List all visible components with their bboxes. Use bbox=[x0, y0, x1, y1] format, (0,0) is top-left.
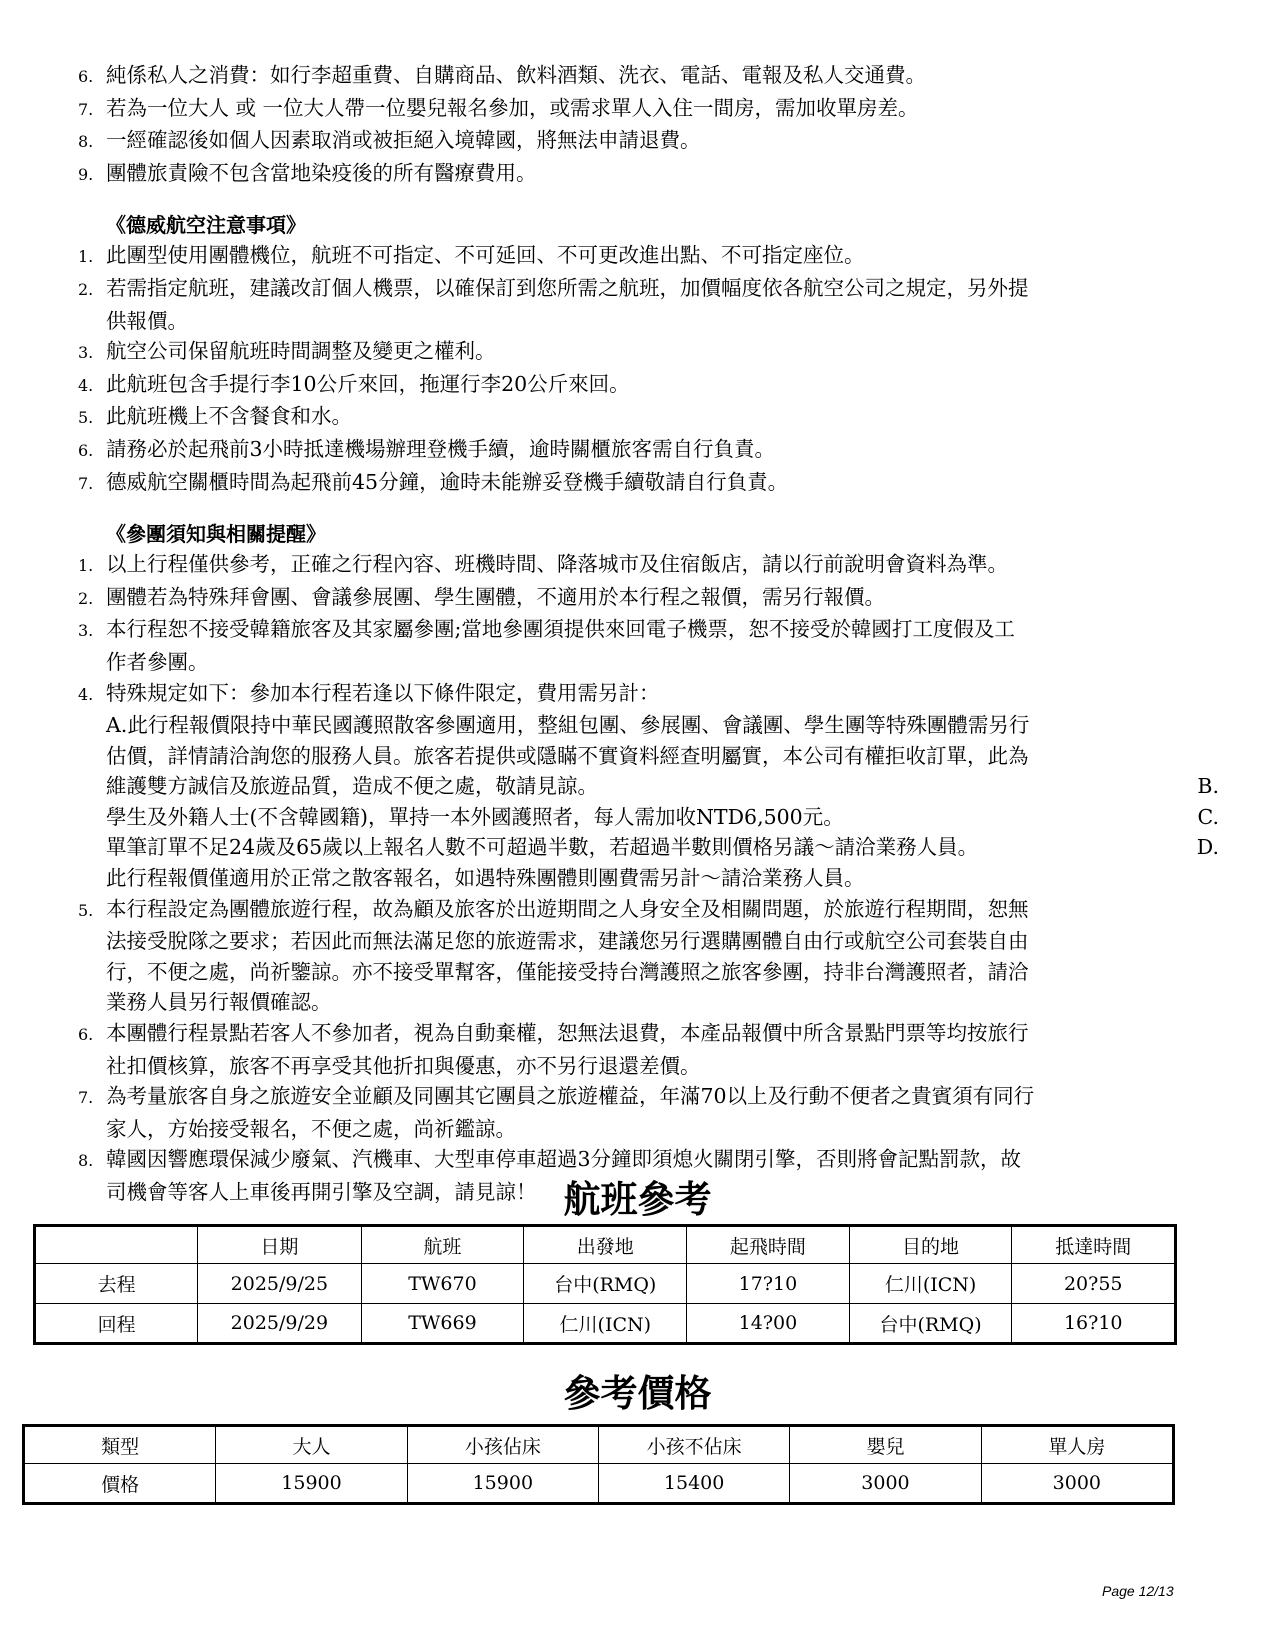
list-item-number: 9. bbox=[78, 164, 94, 184]
price-table-title: 參考價格 bbox=[563, 1372, 712, 1415]
special-rule-label: D. bbox=[1196, 835, 1219, 860]
list-item-number: 1. bbox=[78, 556, 94, 576]
list-item-text: 此航班包含手提行李10公斤來回，拖運行李20公斤來回。 bbox=[106, 371, 630, 396]
table-header-cell: 小孩不佔床 bbox=[598, 1426, 789, 1464]
tour-section-title: 《參團須知與相關提醒》 bbox=[106, 522, 326, 547]
table-row bbox=[35, 1304, 1176, 1344]
table-row bbox=[35, 1264, 1176, 1304]
table-cell: TW669 bbox=[361, 1304, 524, 1344]
table-header-cell: 起飛時間 bbox=[687, 1226, 849, 1264]
special-rule-label: B. bbox=[1197, 774, 1219, 799]
table-header-cell: 嬰兒 bbox=[790, 1426, 981, 1464]
list-item-number: 7. bbox=[78, 1088, 94, 1108]
list-item-number: 2. bbox=[78, 588, 94, 608]
list-item-number: 4. bbox=[78, 375, 94, 395]
list-item-text: 本行程恕不接受韓籍旅客及其家屬參團;當地參團須提供來回電子機票，恕不接受於韓國打工度假及工 bbox=[106, 617, 1015, 642]
special-rule-text: 此行程報價僅適用於正常之散客報名，如遇特殊團體則團費需另計～請洽業務人員。 bbox=[106, 866, 865, 891]
table-cell: 14?00 bbox=[687, 1304, 849, 1344]
table-cell: 仁川(ICN) bbox=[849, 1264, 1012, 1304]
list-item-text: 團體旅責險不包含當地染疫後的所有醫療費用。 bbox=[106, 160, 537, 185]
table-cell: 15900 bbox=[216, 1464, 407, 1504]
list-item-text: 家人，方始接受報名，不便之處，尚祈鑑諒。 bbox=[106, 1116, 516, 1141]
list-item-number: 7. bbox=[78, 99, 94, 119]
list-item-number: 6. bbox=[78, 1025, 94, 1045]
list-item-number: 4. bbox=[78, 684, 94, 704]
list-item-text: 以上行程僅供參考，正確之行程內容、班機時間、降落城市及住宿飯店，請以行前說明會資料為準。 bbox=[106, 552, 1008, 577]
table-cell: 價格 bbox=[24, 1464, 216, 1504]
intro-list bbox=[78, 60, 1218, 190]
list-item-line bbox=[78, 1114, 1218, 1145]
table-header-cell: 日期 bbox=[198, 1226, 361, 1264]
list-item-line bbox=[78, 369, 1218, 402]
list-item-number: 8. bbox=[78, 132, 94, 152]
table-cell: 16?10 bbox=[1012, 1304, 1176, 1344]
flight-table-title: 航班參考 bbox=[563, 1178, 712, 1221]
list-item-number: 5. bbox=[78, 900, 94, 920]
list-item-text: 韓國因響應環保減少廢氣、汽機車、大型車停車超過3分鐘即須熄火關閉引擎，否則將會記點罰款，故 bbox=[106, 1147, 1022, 1172]
list-item-text: 業務人員另行報價確認。 bbox=[106, 990, 332, 1015]
table-header-cell: 單人房 bbox=[981, 1426, 1173, 1464]
list-item-line bbox=[78, 549, 1218, 582]
table-header-cell: 小孩佔床 bbox=[407, 1426, 598, 1464]
list-item-text: 請務必於起飛前3小時抵達機場辦理登機手續，逾時關櫃旅客需自行負責。 bbox=[106, 436, 776, 461]
table-cell: 3000 bbox=[981, 1464, 1173, 1504]
table-cell: 17?10 bbox=[687, 1264, 849, 1304]
table-header-cell: 航班 bbox=[361, 1226, 524, 1264]
list-item-text: 為考量旅客自身之旅遊安全並顧及同團其它團員之旅遊權益，年滿70以上及行動不便者之貴賓須有同行 bbox=[106, 1084, 1035, 1109]
list-item-text: 供報價。 bbox=[106, 308, 188, 333]
price-table bbox=[22, 1424, 1175, 1505]
list-item-line bbox=[78, 1018, 1218, 1051]
special-rule-text: 維護雙方誠信及旅遊品質，造成不便之處，敬請見諒。 bbox=[106, 774, 598, 799]
list-item bbox=[78, 60, 1218, 93]
table-header-cell: 抵達時間 bbox=[1012, 1226, 1176, 1264]
list-item-text: 德威航空關櫃時間為起飛前45分鐘，逾時未能辦妥登機手續敬請自行負責。 bbox=[106, 469, 789, 494]
table-cell: 15900 bbox=[407, 1464, 598, 1504]
list-item-number: 2. bbox=[78, 279, 94, 299]
list-item-line bbox=[78, 582, 1218, 615]
table-header-cell: 類型 bbox=[24, 1426, 216, 1464]
list-item-line bbox=[78, 894, 1218, 927]
list-item-number: 5. bbox=[78, 408, 94, 428]
special-rule-line bbox=[78, 741, 1218, 772]
table-cell: 2025/9/25 bbox=[198, 1264, 361, 1304]
table-header-cell: 大人 bbox=[216, 1426, 407, 1464]
table-cell: 15400 bbox=[598, 1464, 789, 1504]
list-item-text: 若為一位大人 或 一位大人帶一位嬰兒報名參加，或需求單人入住一間房，需加收單房差。 bbox=[106, 95, 919, 120]
special-rule-line bbox=[78, 832, 1218, 863]
list-item-text: 司機會等客人上車後再開引擎及空調，請見諒！ bbox=[106, 1180, 537, 1204]
list-item-text: 團體若為特殊拜會團、會議參展團、學生團體，不適用於本行程之報價，需另行報價。 bbox=[106, 584, 885, 609]
list-item bbox=[78, 125, 1218, 158]
special-rule-text: 學生及外籍人士(不含韓國籍)，單持一本外國護照者，每人需加收NTD6,500元。 bbox=[106, 804, 844, 829]
table-header-cell: 目的地 bbox=[849, 1226, 1012, 1264]
document-body bbox=[78, 60, 1218, 1208]
list-item-line bbox=[78, 401, 1218, 434]
list-item-text: 此航班機上不含餐食和水。 bbox=[106, 404, 352, 429]
list-item-text: 特殊規定如下：參加本行程若逢以下條件限定，費用需另計： bbox=[106, 680, 660, 705]
special-rule-line bbox=[78, 710, 1218, 741]
list-item-number: 1. bbox=[78, 247, 94, 267]
list-item-line bbox=[78, 987, 1218, 1018]
list-item-text: 若需指定航班，建議改訂個人機票，以確保訂到您所需之航班，加價幅度依各航空公司之規定，另外提 bbox=[106, 275, 1029, 300]
table-cell: 去程 bbox=[35, 1264, 198, 1304]
special-rule-line bbox=[78, 771, 1218, 802]
list-item-text: 本行程設定為團體旅遊行程，故為顧及旅客於出遊期間之人身安全及相關問題，於旅遊行程期間，恕無 bbox=[106, 896, 1029, 921]
table-cell: 仁川(ICN) bbox=[524, 1304, 687, 1344]
list-item-line bbox=[78, 336, 1218, 369]
list-item-line bbox=[78, 647, 1218, 678]
list-item-line bbox=[78, 273, 1218, 306]
list-item-line bbox=[78, 678, 1218, 711]
special-rule-text: A.此行程報價限持中華民國護照散客參團適用，整組包團、參展團、會議團、學生團等特殊團體需另行 bbox=[106, 713, 1030, 738]
list-item-text: 航空公司保留航班時間調整及變更之權利。 bbox=[106, 339, 496, 364]
special-rule-line bbox=[78, 802, 1218, 833]
list-item bbox=[78, 93, 1218, 126]
list-item-line bbox=[78, 467, 1218, 500]
list-item-text: 行，不便之處，尚祈鑒諒。亦不接受單幫客，僅能接受持台灣護照之旅客參團，持非台灣護照者，請洽 bbox=[106, 959, 1029, 984]
list-item-number: 3. bbox=[78, 621, 94, 641]
table-cell: 台中(RMQ) bbox=[849, 1304, 1012, 1344]
airline-notes-list bbox=[78, 240, 1218, 499]
page-number: Page 12/13 bbox=[1102, 1583, 1174, 1599]
special-rule-text: 單筆訂單不足24歲及65歲以上報名人數不可超過半數，若超過半數則價格另議～請洽業務人員。 bbox=[106, 835, 979, 860]
special-rule-line bbox=[78, 863, 1218, 894]
list-item-number: 3. bbox=[78, 343, 94, 363]
table-cell: TW670 bbox=[361, 1264, 524, 1304]
list-item-number: 8. bbox=[78, 1151, 94, 1171]
special-rule-label: C. bbox=[1197, 804, 1219, 829]
tour-notes-list bbox=[78, 549, 1218, 1207]
table-header-row bbox=[24, 1426, 1174, 1464]
flight-table bbox=[33, 1224, 1177, 1345]
table-cell: 20?55 bbox=[1012, 1264, 1176, 1304]
list-item-line bbox=[78, 926, 1218, 957]
list-item-text: 社扣價核算，旅客不再享受其他折扣與優惠，亦不另行退還差價。 bbox=[106, 1053, 701, 1078]
list-item-line bbox=[78, 957, 1218, 988]
table-cell: 台中(RMQ) bbox=[524, 1264, 687, 1304]
table-header-row bbox=[35, 1226, 1176, 1264]
list-item-line bbox=[78, 306, 1218, 337]
list-item-line bbox=[78, 614, 1218, 647]
list-item-text: 作者參團。 bbox=[106, 649, 209, 674]
list-item-text: 純係私人之消費：如行李超重費、自購商品、飲料酒類、洗衣、電話、電報及私人交通費。 bbox=[106, 63, 926, 87]
list-item-text: 法接受脫隊之要求；若因此而無法滿足您的旅遊需求，建議您另行選購團體自由行或航空公司套裝自由 bbox=[106, 929, 1029, 954]
table-header-cell: 出發地 bbox=[524, 1226, 687, 1264]
table-cell: 回程 bbox=[35, 1304, 198, 1344]
list-item-text: 本團體行程景點若客人不參加者，視為自動棄權，恕無法退費，本產品報價中所含景點門票等均按旅行 bbox=[106, 1021, 1029, 1046]
list-item-line bbox=[78, 1081, 1218, 1114]
airline-section-title: 《德威航空注意事項》 bbox=[106, 213, 306, 238]
list-item-text: 此團型使用團體機位，航班不可指定、不可延回、不可更改進出點、不可指定座位。 bbox=[106, 243, 865, 268]
list-item-text: 一經確認後如個人因素取消或被拒絕入境韓國，將無法申請退費。 bbox=[106, 128, 701, 153]
list-item-number: 7. bbox=[78, 473, 94, 493]
list-item-line bbox=[78, 1051, 1218, 1082]
list-item-number: 6. bbox=[78, 67, 94, 86]
list-item-line bbox=[78, 434, 1218, 467]
list-item-number: 6. bbox=[78, 440, 94, 460]
list-item-line bbox=[78, 1144, 1218, 1177]
table-header-cell bbox=[35, 1226, 198, 1264]
special-rule-text: 估價，詳情請洽詢您的服務人員。旅客若提供或隱瞞不實資料經查明屬實，本公司有權拒收訂單，此為 bbox=[106, 743, 1029, 768]
table-cell: 3000 bbox=[790, 1464, 981, 1504]
list-item-line bbox=[78, 240, 1218, 273]
table-cell: 2025/9/29 bbox=[198, 1304, 361, 1344]
table-row bbox=[24, 1464, 1174, 1504]
list-item bbox=[78, 158, 1218, 191]
